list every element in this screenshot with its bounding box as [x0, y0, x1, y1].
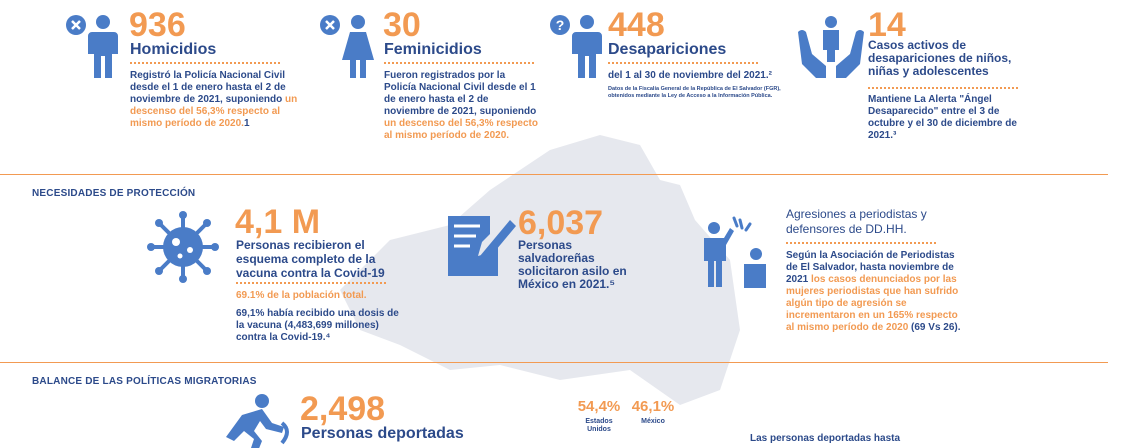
split-us-label: Estados Unidos: [585, 418, 613, 433]
desapariciones-source: Datos de la Fiscalía General de la República de El Salvador (FGR), obtenidos mediante la Ley de Acceso a la Información Pública.: [608, 86, 781, 99]
vaccine-number: 4,1 M: [235, 203, 321, 241]
man-cross-icon: [66, 12, 126, 82]
feminicidios-text: Fueron registrados por la Policía Nacional Civil desde el 1 de enero hasta el 2 de noviembre de 2021, suponiendo un descenso del 56,3% respecto al mismo período de 2020.: [384, 70, 538, 141]
hands-child-icon: [796, 12, 866, 82]
vaccine-text: 69,1% había recibido una dosis de la vacuna (4,483,699 millones) contra la Covid-19.⁴: [236, 308, 399, 343]
asylum-title: Personas salvadoreñas solicitaron asilo en México en 2021.⁵: [518, 238, 627, 291]
asylum-number: 6,037: [518, 204, 604, 242]
divider: [384, 62, 534, 64]
section-divider: [0, 174, 1108, 175]
casos-number: 14: [868, 6, 906, 44]
split-us: [574, 398, 624, 434]
casos-title: Casos activos de desapariciones de niños, niñas y adolescentes: [868, 38, 1012, 78]
homicidios-number: 936: [129, 6, 186, 44]
protection-heading: NECESIDADES DE PROTECCIÓN: [32, 188, 196, 199]
deported-number: 2,498: [300, 390, 386, 428]
divider: [868, 87, 1018, 89]
deportation-icon: [222, 393, 296, 448]
journalists-text: Según la Asociación de Periodistas de El Salvador, hasta noviembre de 2021 los casos denunciados por las mujeres periodistas que han sufrido algún tipo de agresión se incrementaron en un 165% respecto al mismo período de 2020 (69 Vs 26).: [786, 250, 961, 333]
divider: [786, 242, 936, 244]
vaccine-note: 69.1% de la población total.: [236, 290, 367, 301]
casos-text: Mantiene La Alerta "Ángel Desaparecido" entre el 3 de octubre y el 30 de diciembre de 2021.³: [868, 94, 1017, 141]
homicidios-text: Registró la Policía Nacional Civil desde el 1 de enero hasta el 2 de noviembre de 2021, suponiendo un descenso del 56,3% respecto al mismo período de 2020.1: [130, 70, 298, 129]
desapariciones-text: del 1 al 30 de noviembre del 2021.²: [608, 70, 772, 81]
divider: [130, 62, 280, 64]
journalist-aggression-icon: [700, 214, 772, 290]
divider: [608, 62, 758, 64]
split-mx: [628, 398, 678, 426]
desapariciones-title: Desapariciones: [608, 41, 727, 58]
woman-cross-icon: [320, 12, 380, 82]
svg-text:?: ?: [555, 17, 565, 33]
document-pen-icon: [446, 212, 518, 278]
desapariciones-number: 448: [608, 6, 665, 44]
deported-title: Personas deportadas: [301, 425, 464, 442]
migration-text: Las personas deportadas hasta: [750, 433, 901, 444]
migration-heading: BALANCE DE LAS POLÍTICAS MIGRATORIAS: [32, 376, 257, 387]
man-question-icon: [550, 12, 610, 82]
split-mx-label: México: [641, 418, 665, 425]
journalists-title: Agresiones a periodistas y defensores de DD.HH.: [786, 207, 927, 236]
vaccine-title: Personas recibieron el esquema completo de la vacuna contra la Covid-19: [236, 238, 385, 280]
homicidios-title: Homicidios: [130, 41, 217, 58]
section-divider: [0, 362, 1108, 363]
virus-icon: [146, 210, 220, 284]
divider: [236, 282, 386, 284]
split-us-pct: 54,4%: [577, 398, 621, 415]
feminicidios-title: Feminicidios: [384, 41, 482, 58]
split-mx-pct: 46,1%: [631, 398, 675, 415]
feminicidios-number: 30: [383, 6, 421, 44]
